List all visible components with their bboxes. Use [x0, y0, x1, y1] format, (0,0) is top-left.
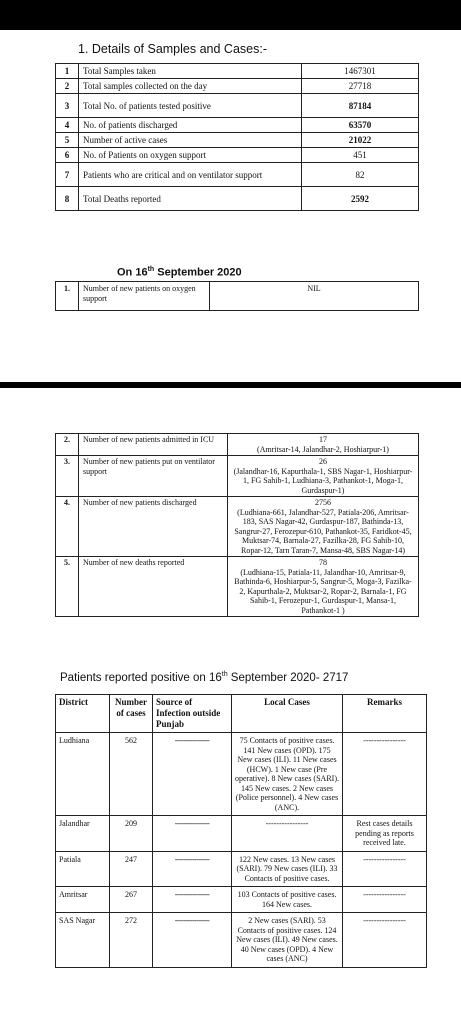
number-cell: 209 [110, 816, 153, 852]
row-value: 78 (Ludhiana-15, Patiala-11, Jalandhar-10, Amritsar-9, Bathinda-6, Hoshiarpur-5, Sangrur-5, Moga-3, Fazilka-2, Kapurthala-2, Muktsar-2, Ropar-2, Barnala-1, FG Sahib-1, Ferozepur-1, Gurdaspur-1, Mansa-1, Pathankot-1 ) [228, 557, 419, 617]
row-label: Total No. of patients tested positive [79, 94, 302, 118]
local-cases-cell: 122 New cases. 13 New cases (SARI). 79 New cases (ILI). 33 Contacts of positive cases. [232, 851, 343, 887]
table-row [56, 118, 419, 133]
table-row [56, 816, 427, 852]
row-number: 4. [56, 497, 79, 557]
oxygen-table [55, 281, 419, 311]
samples-heading: 1. Details of Samples and Cases:- [78, 42, 267, 56]
local-cases-cell: ---------------- [232, 816, 343, 852]
row-label: No. of Patients on oxygen support [79, 148, 302, 163]
row-label: Number of active cases [79, 133, 302, 148]
header-source: Source of Infection outside Punjab [153, 695, 232, 733]
row-number: 8 [56, 187, 79, 211]
table-row [56, 79, 419, 94]
remarks-cell: ---------------- [343, 851, 427, 887]
row-value: 451 [302, 148, 419, 163]
page-1 [0, 30, 461, 382]
number-cell: 272 [110, 913, 153, 968]
row-value: 2756 (Ludhiana-661, Jalandhar-527, Patiala-206, Amritsar-183, SAS Nagar-42, Gurdaspur-187, Bathinda-13, Sangrur-27, Ferozepur-610, Pathankot-35, Faridkot-45, Muktsar-74, Barnala-27, Fazilka-28, FG Sahib-10, Ropar-12, Tarn Taran-7, Mansa-48, SBS Nagar-14) [228, 497, 419, 557]
page-2 [0, 388, 461, 1024]
table-row [56, 913, 427, 968]
local-cases-cell: 2 New cases (SARI). 53 Contacts of positive cases. 124 New cases (ILI). 49 New cases. 40 New cases (OPD). 4 New cases (ANC) [232, 913, 343, 968]
day-heading: On 16th September 2020 [117, 266, 242, 279]
district-cell: Amritsar [56, 887, 110, 913]
row-label: Number of new patients on oxygen support [79, 282, 210, 311]
table-row [56, 187, 419, 211]
district-table [55, 694, 427, 968]
row-label: Number of new patients admitted in ICU [79, 434, 228, 456]
header-number: Number of cases [110, 695, 153, 733]
row-number: 5 [56, 133, 79, 148]
number-cell: 247 [110, 851, 153, 887]
table-row [56, 557, 419, 617]
local-cases-cell: 75 Contacts of positive cases. 141 New cases (OPD). 175 New cases (ILI). 11 New cases (HCW). 1 New case (Pre operative). 8 New cases (SARI). 145 New cases. 2 New cases (Police personnel). 4 New cases (ANC). [232, 733, 343, 816]
row-number: 3 [56, 94, 79, 118]
row-value: NIL [210, 282, 419, 311]
header-district: District [56, 695, 110, 733]
row-number: 7 [56, 163, 79, 187]
table-row [56, 94, 419, 118]
source-cell: ---------------- [153, 816, 232, 852]
row-number: 4 [56, 118, 79, 133]
district-heading: Patients reported positive on 16th September 2020- 2717 [60, 671, 349, 684]
row-value: 63570 [302, 118, 419, 133]
row-value: 27718 [302, 79, 419, 94]
row-value: 82 [302, 163, 419, 187]
district-cell: Patiala [56, 851, 110, 887]
source-cell: ---------------- [153, 887, 232, 913]
remarks-cell: ---------------- [343, 887, 427, 913]
table-row [56, 733, 427, 816]
header-local: Local Cases [232, 695, 343, 733]
table-row [56, 133, 419, 148]
table-row [56, 282, 419, 311]
row-label: Patients who are critical and on ventilator support [79, 163, 302, 187]
table-row [56, 887, 427, 913]
remarks-cell: ---------------- [343, 733, 427, 816]
header-remarks: Remarks [343, 695, 427, 733]
row-value: 21022 [302, 133, 419, 148]
samples-table [55, 63, 419, 211]
row-number: 3. [56, 456, 79, 497]
new-patients-table [55, 433, 419, 617]
source-cell: ---------------- [153, 913, 232, 968]
row-label: Number of new deaths reported [79, 557, 228, 617]
row-label: Number of new patients discharged [79, 497, 228, 557]
row-label: Total Deaths reported [79, 187, 302, 211]
row-value: 87184 [302, 94, 419, 118]
source-cell: ---------------- [153, 851, 232, 887]
local-cases-cell: 103 Contacts of positive cases. 164 New cases. [232, 887, 343, 913]
row-number: 2 [56, 79, 79, 94]
row-number: 5. [56, 557, 79, 617]
row-value: 26 (Jalandhar-16, Kapurthala-1, SBS Nagar-1, Hoshiarpur-1, FG Sahib-1, Ludhiana-3, Pathankot-1, Moga-1, Gurdaspur-1) [228, 456, 419, 497]
row-label: Total samples collected on the day [79, 79, 302, 94]
row-value: 17 (Amritsar-14, Jalandhar-2, Hoshiarpur-1) [228, 434, 419, 456]
row-value: 1467301 [302, 64, 419, 79]
district-cell: Jalandhar [56, 816, 110, 852]
remarks-cell: ---------------- [343, 913, 427, 968]
row-label: Total Samples taken [79, 64, 302, 79]
table-row [56, 497, 419, 557]
row-number: 1 [56, 64, 79, 79]
row-label: Number of new patients put on ventilator support [79, 456, 228, 497]
number-cell: 267 [110, 887, 153, 913]
row-label: No. of patients discharged [79, 118, 302, 133]
table-row [56, 456, 419, 497]
row-number: 1. [56, 282, 79, 311]
table-row [56, 434, 419, 456]
table-header-row [56, 695, 427, 733]
district-cell: Ludhiana [56, 733, 110, 816]
table-row [56, 64, 419, 79]
table-row [56, 851, 427, 887]
row-number: 2. [56, 434, 79, 456]
row-number: 6 [56, 148, 79, 163]
table-row [56, 163, 419, 187]
source-cell: ---------------- [153, 733, 232, 816]
remarks-cell: Rest cases details pending as reports received late. [343, 816, 427, 852]
row-value: 2592 [302, 187, 419, 211]
table-row [56, 148, 419, 163]
number-cell: 562 [110, 733, 153, 816]
district-cell: SAS Nagar [56, 913, 110, 968]
